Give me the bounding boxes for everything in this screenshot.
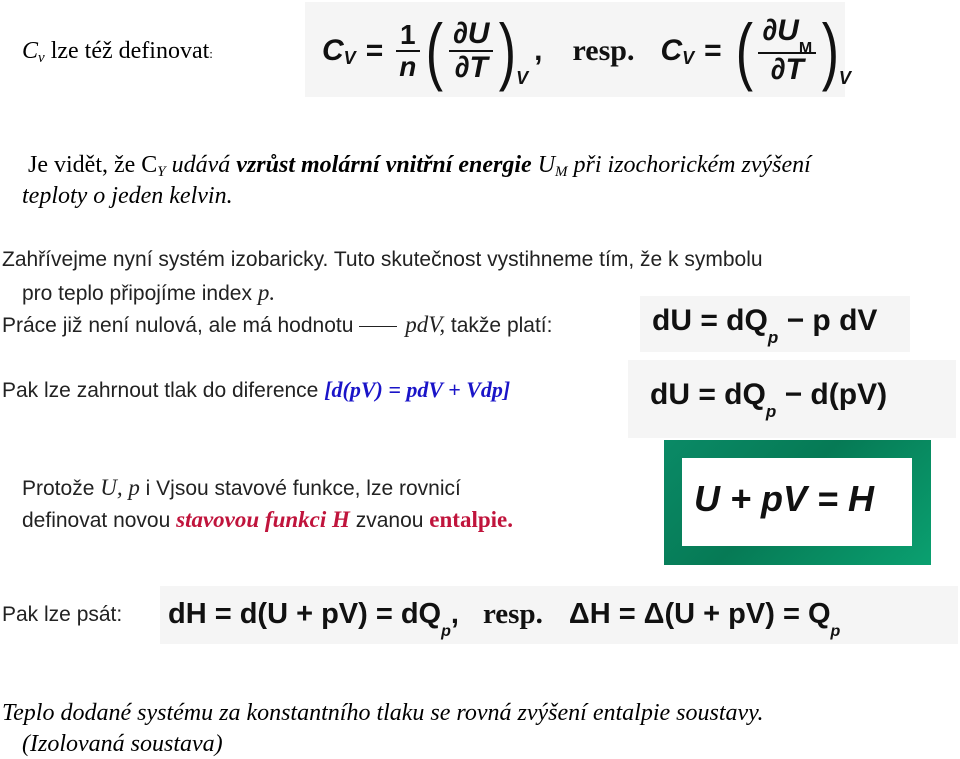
- para4-entalpie: entalpie.: [429, 507, 513, 532]
- formula-frac-1n: [395, 20, 420, 81]
- para1-cy-sub: Y: [157, 164, 166, 180]
- para4-zvanou: zvanou: [349, 509, 430, 532]
- eq-du2-sub: p: [765, 402, 777, 421]
- para1-bold-phrase: vzrůst molární vnitřní energie: [236, 152, 532, 178]
- eq-du2-main: dU = dQ: [650, 378, 766, 411]
- para3-line: [2, 377, 510, 403]
- para4-up: U, p: [100, 475, 140, 500]
- frac-den-n: n: [399, 50, 417, 82]
- formula-cv-c2: C: [660, 33, 683, 67]
- conclusion-line1: Teplo dodané systému za konstantního tlaku se rovná zvýšení entalpie soustavy.: [2, 700, 764, 726]
- paren-open-2: (: [735, 8, 753, 92]
- eq-dh-comma: ,: [450, 598, 459, 630]
- cv-subscript: v: [38, 50, 45, 66]
- para5-label: Pak lze psát:: [2, 603, 123, 626]
- formula-v-sub: V: [516, 68, 529, 88]
- para2-line1: Zahřívejme nyní systém izobaricky. Tuto skutečnost vystihneme tím, že k symbolu: [2, 248, 763, 271]
- para1-um: U: [531, 152, 556, 178]
- para1-pri: při izochorickém zvýšení: [567, 152, 811, 178]
- frac-num-one: 1: [396, 20, 420, 51]
- para3-difference: [d(pV) = pdV + Vdp]: [324, 377, 511, 402]
- para2-line2-text: pro teplo připojíme index: [22, 282, 258, 305]
- eq-dh: [168, 598, 841, 640]
- paren-close-2: ): [821, 8, 840, 92]
- para4-line1: [22, 475, 461, 501]
- para1-lead: Je vidět, že C: [28, 152, 158, 178]
- para2-index-p: p.: [257, 280, 276, 305]
- para1-line2: teploty o jeden kelvin.: [22, 183, 233, 209]
- frac-dum: ∂U: [762, 14, 799, 48]
- conclusion-line2: (Izolovaná soustava): [22, 731, 223, 757]
- paren-open: (: [426, 8, 444, 92]
- formula-frac-dudt: [449, 18, 494, 83]
- formula-cv: [322, 8, 851, 93]
- para2-line3-text: Práce již není nulová, ale má hodnotu: [2, 314, 360, 337]
- para4-state-function: stavovou funkci H: [176, 507, 350, 532]
- eq-dh-sub: p: [441, 622, 451, 640]
- para2-takze: takže platí:: [445, 314, 553, 337]
- intro-text: lze též definovat: [44, 38, 210, 64]
- para2-pdv: pdV,: [405, 312, 446, 337]
- eq-du2: [650, 378, 888, 421]
- para1-line1: [28, 150, 811, 183]
- formula-frac-dumdt: [758, 15, 816, 85]
- para3-text: Pak lze zahrnout tlak do diference: [2, 379, 325, 402]
- eq-dh-resp: resp.: [482, 598, 543, 630]
- eq-du1: [652, 304, 878, 347]
- frac-du: ∂U: [452, 17, 490, 50]
- frac-dt2: ∂T: [770, 53, 804, 87]
- para1-um-sub: M: [555, 164, 568, 180]
- formula-cv-c: C: [322, 33, 344, 67]
- para2-line3: [2, 312, 552, 338]
- eq-du1-sub: p: [767, 328, 779, 347]
- cv-symbol: C: [22, 38, 39, 64]
- formula-resp: resp.: [572, 33, 635, 67]
- formula-cv-sub2: V: [682, 48, 695, 68]
- para2-line2: [22, 280, 275, 306]
- eq-du2-tail: − d(pV): [776, 378, 888, 411]
- intro-line: [22, 36, 213, 69]
- eq-du1-tail: − p dV: [778, 304, 878, 337]
- intro-colon: :: [209, 46, 213, 61]
- em-dash-rule: [359, 326, 397, 327]
- eq-dh-right: ΔH = Δ(U + pV) = Q: [568, 598, 831, 630]
- formula-comma: ,: [534, 33, 543, 67]
- para4-protoze: Protože: [22, 477, 101, 500]
- enthalpy-definition: U + pV = H: [694, 478, 875, 519]
- para4-text: i Vjsou stavové funkce, lze rovnicí: [139, 477, 461, 500]
- eq-du1-main: dU = dQ: [652, 304, 768, 337]
- formula-cv-sub: V: [343, 48, 356, 68]
- paren-close: ): [499, 8, 517, 92]
- frac-dt: ∂T: [454, 50, 488, 84]
- frac-m-sub: M: [798, 40, 813, 58]
- para4-line2: [22, 507, 513, 533]
- eq-dh-sub2: p: [830, 622, 841, 640]
- para1-udava: udává: [165, 152, 237, 178]
- formula-eq: =: [365, 33, 384, 67]
- formula-v-sub2: V: [838, 68, 851, 88]
- para4-definovat: definovat novou: [22, 509, 177, 532]
- eq-dh-left: dH = d(U + pV) = dQ: [168, 598, 442, 630]
- formula-eq2: =: [704, 33, 722, 67]
